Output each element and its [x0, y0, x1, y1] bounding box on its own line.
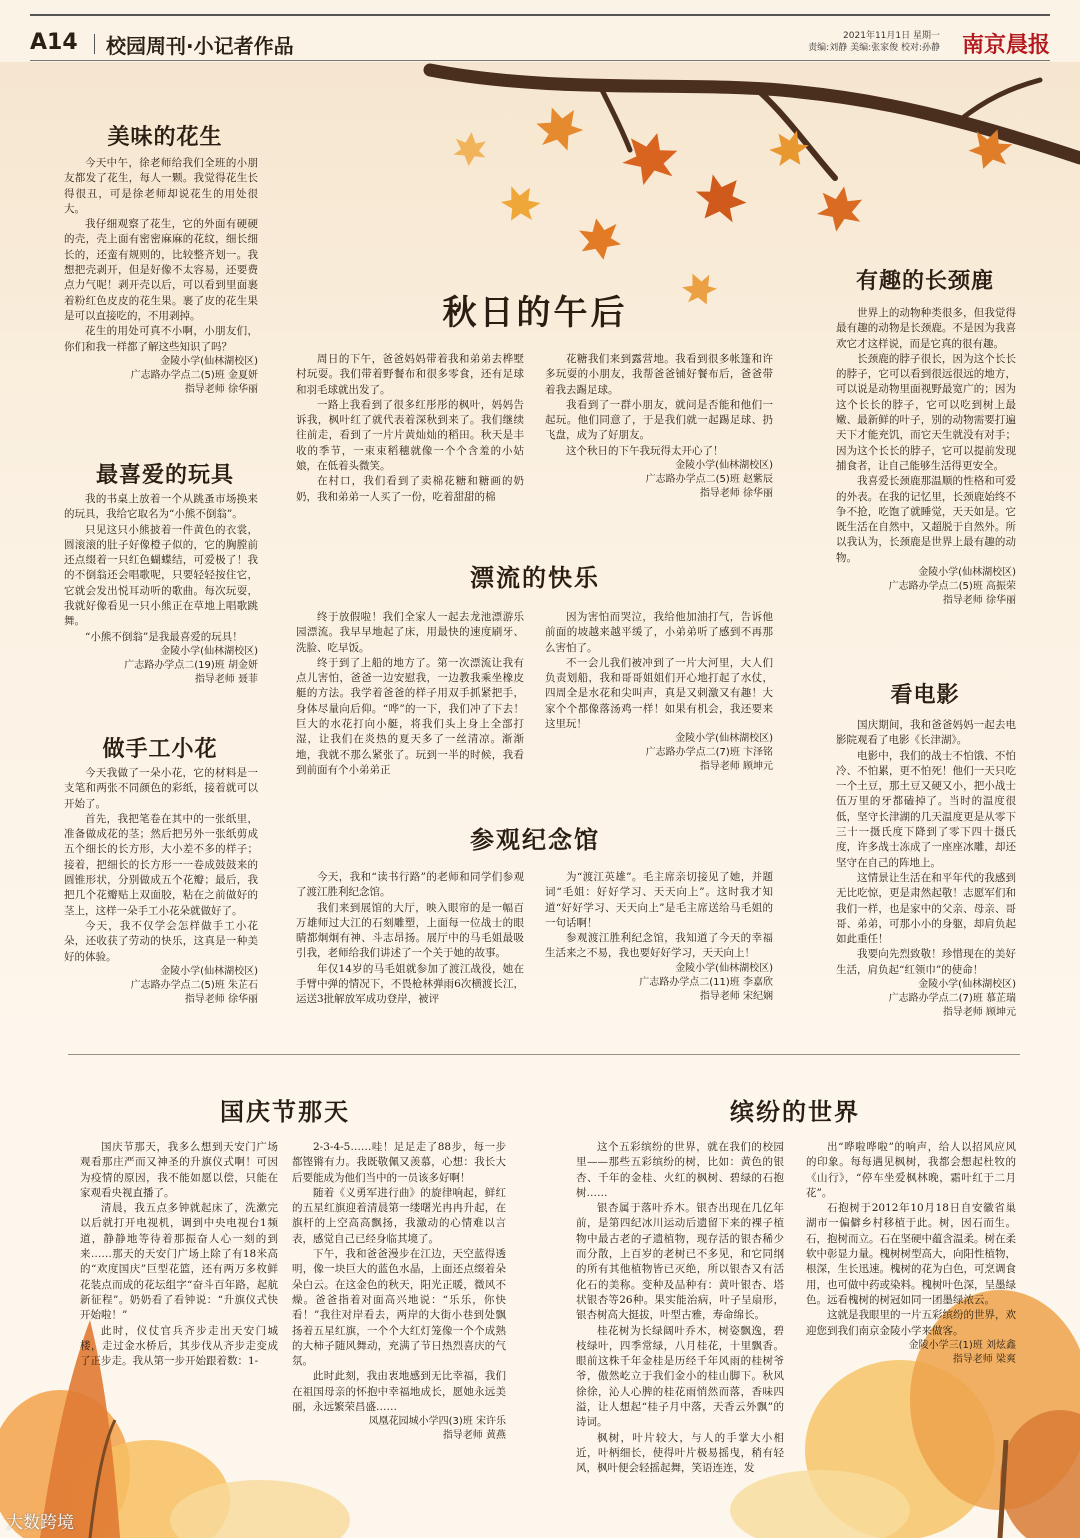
header-separator — [94, 34, 95, 54]
header-meta — [808, 30, 940, 54]
paragraph: 首先，我把笔卷在其中的一张纸里，准备做成花的茎；然后把另外一张纸剪成五个细长的长方形，大小差不多的样子；接着，把细长的长方形一一卷成鼓鼓来的圆锥形状，分别做成五个花瓣；最后，我把几个花瓣贴上双面胶，粘在之前做好的茎上，这样一朵手工小花朵就做好了。 — [64, 812, 258, 917]
byline-school: 金陵小学(仙林湖校区) — [160, 645, 258, 657]
byline-author: 金陵小学三(1)班 刘炫鑫 — [908, 1339, 1016, 1351]
byline-school: 金陵小学(仙林湖校区) — [675, 460, 773, 472]
article-title-toy: 最喜爱的玩具 — [95, 462, 234, 488]
article-movie — [836, 718, 1016, 1020]
paragraph: 因为害怕而哭泣，我给他加油打气，告诉他前面的坡越来越平缓了，小弟弟听了感到不再那么害怕了。 — [545, 611, 773, 654]
header-top-rule — [30, 14, 1050, 16]
article-title-flower: 做手工小花 — [102, 736, 218, 762]
paragraph: 银杏属于落叶乔木。银杏出现在几亿年前，是第四纪冰川运动后遗留下来的裸子植物中最古老的孑遗植物，现存活的银杏稀少而分散，上百岁的老树已不多见，和它同纲的所有其他植物皆已灭绝，所以银杏又有活化石的美称。变种及品种有：黄叶银杏、塔状银杏等26种。果实能治病，叶子呈扇形，银杏树高大挺拔，叶型古雅，寿命绵长。 — [576, 1202, 784, 1322]
paragraph: “小熊不倒翁”是我最喜爱的玩具！ — [85, 630, 243, 643]
paragraph: 终于放假啦！我们全家人一起去龙池漂游乐园漂流。我早早地起了床，用最快的速度刷牙、洗脸、吃早饭。 — [296, 611, 524, 654]
paragraph: 为“渡江英雄”。毛主席亲切接见了她，并题词“毛姐：好好学习、天天向上”。这时我才知道“好好学习、天天向上”是毛主席送给马毛姐的一句话啊！ — [545, 871, 773, 929]
paragraph: 石抱树于2012年10月18日自安徽省巢湖市一偏僻乡村移植于此。树，因石而生。石，抱树而立。石在坚硬中蕴含温柔。树在柔软中彰显力量。槐树树型高大，向阳性植物，根深，生长迅速。槐树的花为白色，可烹调食用，也可做中药或染料。槐树叶色深，呈墨绿色。远看槐树的树冠如同一团墨绿浓云。 — [806, 1202, 1016, 1306]
paragraph: 长颈鹿的脖子很长，因为这个长长的脖子，它可以看到很远很远的地方，可以说是动物里面视野最宽广的；因为这个长长的脖子，它可以吃到树上最嫩、最新鲜的叶子，别的动物需要打遍天下才能充饥，而它天生就没有对手；因为这个长长的脖子，它可以提前发现捕食者，让自己能够生活得更安全。 — [836, 352, 1016, 472]
paragraph: 此时此刻，我由衷地感到无比幸福，我们在祖国母亲的怀抱中幸福地成长，愿她永远美丽，永远繁荣昌盛…… — [292, 1370, 506, 1414]
paragraph: 我看到了一群小朋友，就问是否能和他们一起玩。他们同意了，于是我们就一起踢足球、扔飞盘，成为了好朋友。 — [545, 398, 773, 442]
paragraph: 不一会儿我们被冲到了一片大河里，大人们负责划船，我和哥哥姐姐们开心地打起了水仗，四周全是水花和尖叫声，真是又刺激又有趣！大家个个都像落汤鸡一样！如果有机会，我还要来这里玩！ — [545, 656, 773, 731]
byline-author: 广志路办学点二(5)班 高振荣 — [888, 581, 1016, 593]
paragraph: 我们来到展馆的大厅，映入眼帘的是一幅百万雄师过大江的石刻雕塑，上面每一位战士的眼睛都炯炯有神、斗志昂扬。展厅中的马毛姐最吸引我，老师给我们讲述了一个关于她的故事。 — [296, 901, 524, 960]
article-rafting-col1 — [296, 610, 524, 778]
byline-school: 金陵小学(仙林湖校区) — [160, 965, 258, 977]
paragraph: 此时，仪仗官兵齐步走出天安门城楼，走过金水桥后，其步伐从齐步走变成了正步走。我从第一步开始跟着数：1- — [80, 1324, 278, 1368]
paragraph: 随着《义勇军进行曲》的旋律响起，鲜红的五星红旗迎着清晨第一缕曙光冉冉升起，在旗杆的上空高高飘扬，我激动的心情难以言表，感觉自己已经身临其境了。 — [292, 1186, 506, 1245]
article-title-rafting: 漂流的快乐 — [470, 563, 600, 592]
paragraph: 今天，我和“读书行路”的老师和同学们参观了渡江胜利纪念馆。 — [296, 871, 524, 899]
article-toy — [64, 492, 258, 687]
paragraph: 这个秋日的下午我玩得太开心了！ — [566, 444, 724, 457]
article-title-movie: 看电影 — [890, 682, 960, 708]
article-rafting-col2 — [545, 610, 773, 774]
byline-author: 广志路办学点二(7)班 慕芷瑞 — [888, 993, 1016, 1005]
byline-author: 凤凰花园城小学四(3)班 宋许乐 — [368, 1416, 506, 1428]
paragraph: 我喜爱长颈鹿那温顺的性格和可爱的外表。在我的记忆里，长颈鹿始终不争不抢，吃饱了就睡觉，天天如是。它既生活在自然中，又超脱于自然外。所以我认为，长颈鹿是世界上最有趣的动物。 — [836, 475, 1016, 564]
byline-teacher: 指导老师 顾坤元 — [942, 1007, 1016, 1019]
article-memorial-col1 — [296, 870, 524, 1008]
issue-date: 2021年11月1日 星期一 — [843, 31, 940, 41]
paragraph: 这个五彩缤纷的世界，就在我们的校园里——那些五彩缤纷的树，比如：黄色的银杏、千年的金桂、火红的枫树、碧绿的石抱树…… — [576, 1141, 784, 1199]
article-autumn-col1 — [296, 352, 524, 505]
article-title-peanut: 美味的花生 — [107, 124, 223, 150]
byline-school: 金陵小学(仙林湖校区) — [675, 733, 773, 745]
watermark: 大数跨境 — [6, 1513, 74, 1533]
newspaper-logo: 南京晨报 — [961, 32, 1050, 58]
article-memorial-col2 — [545, 870, 773, 1004]
article-giraffe — [836, 306, 1016, 608]
byline-author: 广志路办学点二(11)班 李嘉欣 — [639, 976, 773, 988]
editor-credits: 责编:刘静 美编:张家俊 校对:孙静 — [808, 43, 940, 53]
paragraph: 下午，我和爸爸漫步在江边，天空蓝得透明，像一块巨大的蓝色水晶，上面还点缀着朵朵白云。在这金色的秋天，阳光正暖，微风不燥。爸爸指着对面高兴地说：“乐乐，你快看！”我往对岸看去，两岸的大街小巷到处飘扬着五星红旗，一个个大红灯笼像一个个成熟的大柿子随风舞动，充满了节日热烈喜庆的气氛。 — [292, 1248, 506, 1368]
paragraph: 花糖我们来到露营地。我看到很多帐篷和许多玩耍的小朋友，我帮爸爸铺好餐布后，爸爸带着我去踢足球。 — [545, 353, 773, 396]
byline-teacher: 指导老师 宋纪娴 — [699, 990, 773, 1002]
article-title-memorial: 参观纪念馆 — [470, 825, 600, 854]
section-title: 校园周刊·小记者作品 — [106, 34, 294, 58]
paragraph: 这情景让生活在和平年代的我感到无比吃惊，更是肃然起敬！志愿军们和我们一样，也是家中的父亲、母亲、哥哥、弟弟，可那小小的身躯，却肩负起如此重任！ — [836, 871, 1016, 946]
paragraph: 这就是我眼里的一片五彩缤纷的世界，欢迎您到我们南京金陵小学来做客。 — [806, 1309, 1016, 1337]
article-title-national-day: 国庆节那天 — [220, 1097, 350, 1126]
byline-teacher: 指导老师 顾坤元 — [699, 761, 773, 773]
byline-teacher: 指导老师 聂菲 — [194, 673, 258, 685]
page-header — [30, 24, 1050, 62]
byline-school: 金陵小学(仙林湖校区) — [675, 962, 773, 974]
page-number: A14 — [30, 30, 78, 55]
byline-teacher: 指导老师 徐华丽 — [942, 595, 1016, 607]
paragraph: 国庆节那天，我多么想到天安门广场观看那庄严而又神圣的升旗仪式啊！可因为疫情的原因，我不能如愿以偿，只能在家观看央视直播了。 — [80, 1141, 278, 1199]
byline-author: 广志路办学点二(5)班 朱芷石 — [130, 979, 258, 991]
article-colorful-col1 — [576, 1140, 784, 1477]
article-peanut — [64, 156, 258, 397]
byline-author: 广志路办学点二(19)班 胡金妍 — [124, 659, 258, 671]
section-divider — [68, 1054, 1020, 1055]
article-title-giraffe: 有趣的长颈鹿 — [855, 268, 994, 294]
paragraph: 参观渡江胜利纪念馆，我知道了今天的幸福生活来之不易，我也要好好学习，天天向上！ — [545, 932, 773, 960]
paragraph: 今天中午，徐老师给我们全班的小朋友都发了花生，每人一颗。我觉得花生长得很丑，可是徐老师却说花生的用处很大。 — [64, 157, 258, 215]
paragraph: 周日的下午，爸爸妈妈带着我和弟弟去桦墅村玩耍。我们带着野餐布和很多零食，还有足球和羽毛球就出发了。 — [296, 353, 524, 396]
byline-author: 广志路办学点二(5)班 赵紫辰 — [645, 474, 773, 486]
article-title-colorful: 缤纷的世界 — [730, 1097, 860, 1126]
paragraph: 年仅14岁的马毛姐就参加了渡江战役，她在手臂中弹的情况下，不畏枪林弹雨6次横渡长江，运送3批解放军成功登岸，被评 — [296, 962, 524, 1006]
paragraph: 只见这只小熊披着一件黄色的衣裳，圆滚滚的肚子好像橙子似的，它的胸膛前还点缀着一只红色蝴蝶结，可爱极了！我的不倒翁还会唱歌呢，只要轻轻按住它，它就会发出悦耳动听的歌曲。每次玩耍，我就好像看见一只小熊正在草地上唱歌跳舞。 — [64, 523, 258, 628]
byline-teacher: 指导老师 梁爽 — [952, 1353, 1016, 1365]
paragraph: 国庆期间，我和爸爸妈妈一起去电影院观看了电影《长津湖》。 — [836, 719, 1016, 747]
article-national-day-col2 — [292, 1140, 506, 1443]
paragraph: 2-3-4-5……哇！足足走了88步，每一步都铿锵有力。我既敬佩又羡慕，心想：我长大后要能成为他们当中的一员该多好啊！ — [292, 1141, 506, 1184]
article-colorful-col2 — [806, 1140, 1016, 1367]
byline-school: 金陵小学(仙林湖校区) — [160, 355, 258, 367]
header-bottom-rule — [30, 60, 1050, 61]
paragraph: 我的书桌上放着一个从跳蚤市场换来的玩具，我给它取名为“小熊不倒翁”。 — [64, 493, 258, 521]
byline-author: 广志路办学点二(5)班 金夏妍 — [130, 369, 258, 381]
byline-author: 广志路办学点二(7)班 卞泽铭 — [645, 747, 773, 759]
article-title-autumn: 秋日的午后 — [442, 293, 628, 333]
paragraph: 电影中，我们的战士不怕饿、不怕冷、不怕累，更不怕死！他们一天只吃一个土豆，那土豆又硬又小，把小战士伍万里的牙都磕掉了。当时的温度很低，坚守长津湖的几天温度更是从零下三十一摄氏度下降到了零下四十摄氏度，许多战士冻成了一座座冰雕，却还坚守在自己的阵地上。 — [836, 749, 1016, 869]
paragraph: 清晨，我五点多钟就起床了，洗漱完以后就打开电视机，调到中央电视台1频道，静静地等待着那振奋人心一刻的到来……那天的天安门广场上除了有18米高的“欢度国庆”巨型花篮，还有两万多枚鲜花装点而成的花坛组字“奋斗百年路，起航新征程”。奶奶看了看钟说：“升旗仪式快开始啦！” — [80, 1202, 278, 1322]
paragraph: 枫树，叶片较大，与人的手掌大小相近，叶柄细长，使得叶片极易摇曳，稍有轻风，枫叶便会轻摇起舞，笑语连连，发 — [576, 1431, 784, 1475]
byline-teacher: 指导老师 徐华丽 — [184, 383, 258, 395]
article-autumn-col2 — [545, 352, 773, 501]
article-national-day-col1 — [80, 1140, 278, 1369]
paragraph: 花生的用处可真不小啊，小朋友们，你们和我一样都了解这些知识了吗？ — [64, 325, 258, 353]
paragraph: 今天，我不仅学会怎样做手工小花朵，还收获了劳动的快乐，这真是一种美好的体验。 — [64, 919, 258, 963]
paragraph: 我要向先烈致敬！珍惜现在的美好生活，肩负起“红领巾”的使命！ — [836, 948, 1016, 976]
paragraph: 我仔细观察了花生，它的外面有硬硬的壳，壳上面有密密麻麻的花纹，细长细长的，还蛮有规则的，比较整齐划一。我想把壳剥开，但是好像不太容易，还要费点力气呢！剥开壳以后，可以看到里面裹着粉红色皮皮的花生果。裹了皮的花生果是可以直接吃的，不用剥掉。 — [64, 218, 258, 322]
byline-teacher: 指导老师 徐华丽 — [699, 488, 773, 500]
paragraph: 终于到了上船的地方了。第一次漂流让我有点儿害怕，爸爸一边安慰我，一边教我乘坐橡皮艇的方法。我学着爸爸的样子用双手抓紧把手，身体尽量向后仰。“哗”的一下，我们冲了下去！巨大的水花打向小艇，将我们头上身上全部打湿，让我们在炎热的夏天多了一丝清凉。渐渐地，我就不那么紧张了。玩到一半的时候，我看到前面有个小弟弟正 — [296, 656, 524, 776]
paragraph: 出“哗啦哗啦”的响声，给人以招风应风的印象。每每遇见枫树，我都会想起杜牧的《山行》，“停车坐爱枫林晚，霜叶红于二月花”。 — [806, 1141, 1016, 1199]
paragraph: 桂花树为长绿阔叶乔木，树姿飘逸，碧枝绿叶，四季常绿，八月桂花，十里飘香。眼前这株千年金桂是历经千年风雨的桂树爷爷，傲然屹立于我们金小的桂山脚下。秋风徐徐，沁人心脾的桂花雨悄然而落，香味四溢，让人想起“桂子月中落，天香云外飘”的诗词。 — [576, 1324, 784, 1429]
byline-teacher: 指导老师 徐华丽 — [184, 993, 258, 1005]
paragraph: 一路上我看到了很多红彤彤的枫叶，妈妈告诉我，枫叶红了就代表着深秋到来了。我们继续往前走，看到了一片片黄灿灿的稻田。秋天是丰收的季节，一束束稻穗就像一个个含羞的小姑娘，在低着头微笑。 — [296, 398, 524, 473]
paragraph: 今天我做了一朵小花，它的材料是一支笔和两张不同颜色的彩纸，接着就可以开始了。 — [64, 767, 258, 810]
byline-teacher: 指导老师 黄燕 — [442, 1430, 506, 1442]
byline-school: 金陵小学(仙林湖校区) — [918, 567, 1016, 579]
paragraph: 世界上的动物种类很多，但我觉得最有趣的动物是长颈鹿。不是因为我喜欢它才这样说，而是它真的很有趣。 — [836, 307, 1016, 350]
paragraph: 在村口，我们看到了卖棉花糖和糖画的奶奶，我和弟弟一人买了一份，吃着甜甜的棉 — [296, 475, 524, 503]
byline-school: 金陵小学(仙林湖校区) — [918, 979, 1016, 991]
article-flower — [64, 766, 258, 1007]
